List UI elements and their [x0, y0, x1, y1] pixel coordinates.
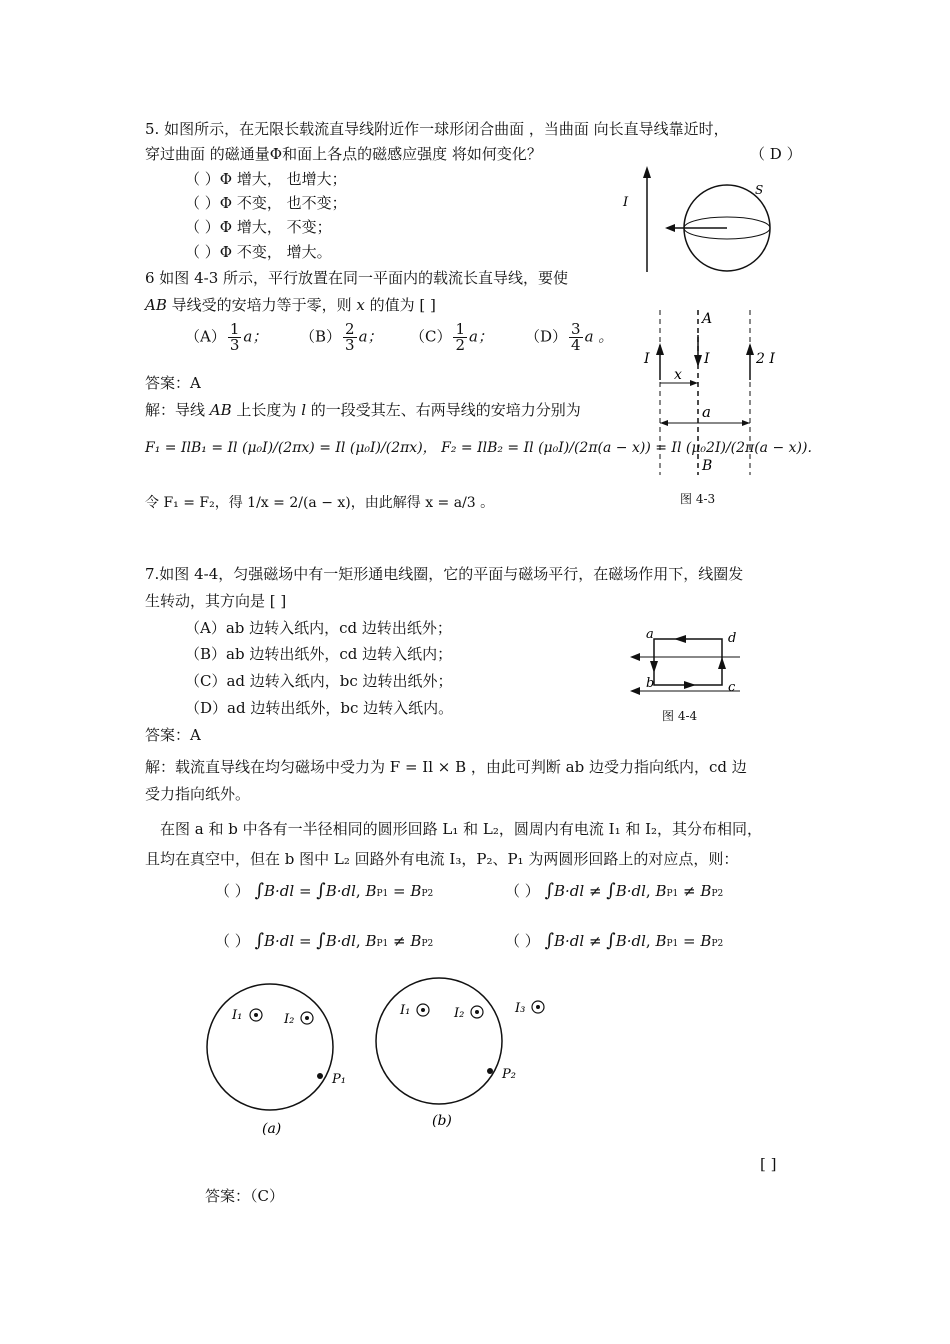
q8-line1: 在图 a 和 b 中各有一半径相同的圆形回路 L₁ 和 L₂，圆周内有电流 I₁ 和 I₂，其分布相同， [160, 820, 763, 838]
q8-option-c: （ ） ∫B·dl = ∫B·dl, BP1 ≠ BP2 [215, 930, 434, 951]
q8-a-caption: (a) [262, 1121, 282, 1137]
q7-solution-line1: 解：载流直导线在均匀磁场中受力为 F = Il × B ，由此可判断 ab 边受力指向纸内，cd 边 [145, 758, 747, 776]
q6-option-d: （D） $\frac{3}{4}$ a 。 [525, 320, 614, 354]
q6-fig-distance-a: a [702, 403, 711, 421]
q8-b-label-i2: I₂ [454, 1006, 465, 1021]
q5-fig-surface-label: S [755, 183, 764, 197]
q6-option-c: （C） $\frac{1}{2}$ a； [410, 320, 493, 354]
q5-line1: 5. 如图所示，在无限长载流直导线附近作一球形闭合曲面 ，当曲面 向长直导线靠近时， [145, 120, 729, 138]
q6-fig-label-a: A [702, 311, 713, 327]
q7-fig-label-a: a [646, 627, 654, 642]
q8-option-d: （ ） ∫B·dl ≠ ∫B·dl, BP1 = BP2 [505, 930, 724, 951]
q5-fig-current-label: I [623, 195, 629, 210]
q8-b-label-p2: P₂ [502, 1067, 516, 1082]
q8-b-caption: (b) [432, 1113, 452, 1129]
q7-option-d: （D）ad 边转出纸外，bc 边转入纸内。 [185, 699, 454, 717]
q5-line2: 穿过曲面 的磁通量Φ和面上各点的磁感应强度 将如何变化？ [145, 145, 542, 163]
q7-option-c: （C）ad 边转入纸内，bc 边转出纸外； [185, 672, 453, 690]
q6-option-b: （B） $\frac{2}{3}$ a； [300, 320, 383, 354]
q6-fig-distance-x: x [674, 367, 682, 383]
q6-line1: 6 如图 4-3 所示，平行放置在同一平面内的载流长直导线，要使 [145, 269, 569, 287]
q6-fig-label-b: B [702, 458, 713, 474]
q6-answer: 答案：A [145, 374, 201, 392]
q8-answer-bracket: [ ] [760, 1155, 777, 1173]
q5-option-c: （ ）Φ 增大， 不变； [185, 218, 332, 236]
q8-option-b: （ ） ∫B·dl ≠ ∫B·dl, BP1 ≠ BP2 [505, 880, 724, 901]
q6-fig-current-left: I [644, 351, 650, 367]
q8-figure-b [370, 975, 570, 1135]
q7-fig-label-b: b [646, 676, 655, 691]
q7-figure-coil [628, 625, 748, 700]
q8-a-label-i2: I₂ [284, 1012, 295, 1027]
q7-option-a: （A）ab 边转入纸内，cd 边转出纸外； [185, 619, 452, 637]
q6-option-a: （A） $\frac{1}{3}$ a； [185, 320, 268, 354]
q7-line2: 生转动，其方向是 [ ] [145, 592, 287, 610]
q6-equation-solution: 令 F₁ = F₂，得 1/x = 2/(a − x)，由此解得 x = a/3 。 [145, 495, 495, 511]
q6-figure-caption: 图 4-3 [680, 492, 716, 506]
q7-option-b: （B）ab 边转出纸外，cd 边转入纸内； [185, 645, 453, 663]
q5-option-d: （ ）Φ 不变， 增大。 [185, 243, 332, 261]
q8-option-a: （ ） ∫B·dl = ∫B·dl, BP1 = BP2 [215, 880, 434, 901]
q8-figure-a [200, 985, 370, 1145]
q8-answer: 答案：（C） [205, 1187, 284, 1205]
q7-line1: 7.如图 4-4，匀强磁场中有一矩形通电线圈，它的平面与磁场平行，在磁场作用下，线圈发 [145, 565, 744, 583]
q6-equation-forces: F₁ = IlB₁ = Il (μ₀I)/(2πx) = Il (μ₀I)/(2πx)， F₂ = IlB₂ = Il (μ₀I)/(2π(a − x)) = Il (μ₀2I)/(2π(a − x)). [145, 440, 812, 456]
q8-line2: 且均在真空中，但在 b 图中 L₂ 回路外有电流 I₃，P₂、P₁ 为两圆形回路上的对应点，则： [145, 850, 739, 868]
q6-fig-current-middle: I [704, 351, 710, 367]
q7-fig-label-d: d [728, 631, 737, 646]
q8-a-label-p1: P₁ [332, 1072, 346, 1087]
q5-option-a: （ ）Φ 增大， 也增大； [185, 170, 347, 188]
q5-answer: （ D ） [750, 145, 802, 163]
q7-solution-line2: 受力指向纸外。 [145, 785, 251, 803]
q8-b-label-i1: I₁ [400, 1003, 411, 1018]
q5-figure-sphere [615, 160, 805, 280]
q8-b-label-i3: I₃ [515, 1001, 526, 1016]
q6-solution-line1: 解：导线 AB 上长度为 l 的一段受其左、右两导线的安培力分别为 [145, 401, 581, 419]
q6-line2: AB 导线受的安培力等于零，则 x 的值为 [ ] [145, 296, 436, 314]
q6-fig-current-right: 2 I [756, 351, 775, 367]
q8-a-label-i1: I₁ [232, 1008, 243, 1023]
q5-option-b: （ ）Φ 不变， 也不变； [185, 194, 347, 212]
q7-figure-caption: 图 4-4 [662, 709, 698, 723]
q7-answer: 答案：A [145, 726, 201, 744]
q7-fig-label-c: c [728, 680, 736, 695]
q6-figure-wires [630, 305, 790, 485]
